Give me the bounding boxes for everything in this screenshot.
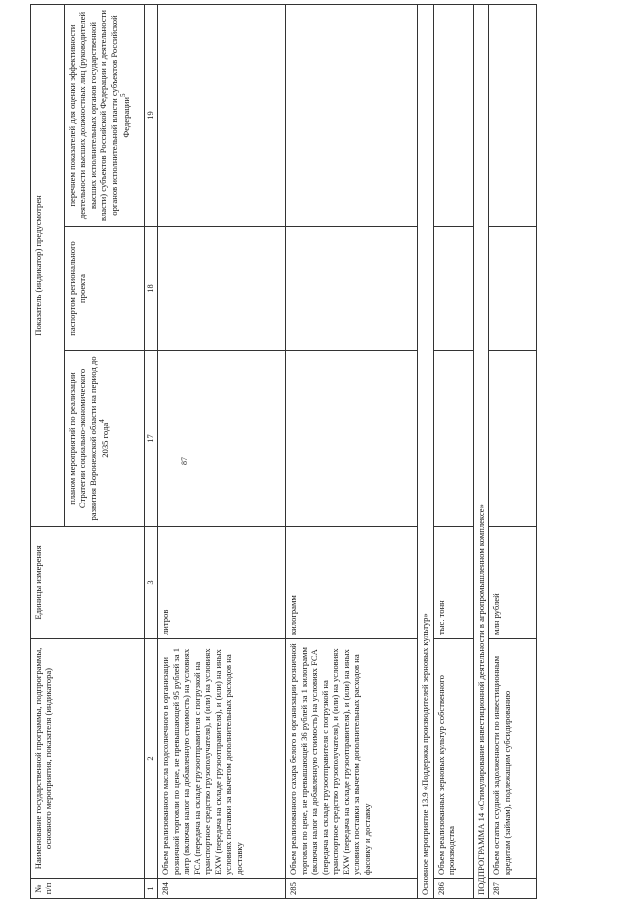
row-list-cell (433, 5, 473, 227)
section-subprogram: ПОДПРОГРАММА 14 «Стимулирование инвестиционной деятельности в агропромышленном комплексе» (473, 5, 488, 899)
row-list-cell (158, 5, 286, 227)
column-number: 19 (145, 5, 158, 227)
header-plan-text: планом мероприятий по реализации Стратегии социально-экономического развития Воронежской области на период до 2035 года (67, 356, 111, 521)
header-plan-footnote: 4 (98, 419, 107, 423)
row-number: 287 (489, 879, 537, 899)
indicators-table (30, 4, 537, 899)
table-row (489, 5, 537, 899)
row-indicator-name: Объем реализованного масла подсолнечного в организации розничной торговли по цене, не превышающей 95 рублей за 1 литр (включая налог на добавленную стоимость) на условиях FCA (передача на складе грузоотправителя с погрузкой на транспортное средство грузополучателя), и (или) на условиях EXW (передача на складе грузоотправителя), и (или) на иных условиях поставки за вычетом дополнительных расходов на доставку (158, 639, 286, 879)
row-list-cell (489, 5, 537, 227)
section-main-activity: Основное мероприятие 13.9 «Поддержка производителей зерновых культур» (418, 5, 433, 899)
header-num: № п/п (31, 879, 145, 899)
column-number: 1 (145, 879, 158, 899)
header-list-text: перечнем показателей для оценки эффективности деятельности высших должностных лиц (руководителей высших исполнительных органов государственной власти) субъектов Российской Федерации и деятельности органов исполнительной власти субъектов Российской Федерации (67, 10, 132, 221)
header-row-1 (31, 5, 65, 899)
row-project-cell (158, 227, 286, 351)
page-number: 87 (180, 457, 189, 465)
row-project-cell (286, 227, 418, 351)
column-number: 17 (145, 351, 158, 527)
row-number: 284 (158, 879, 286, 899)
row-project-cell (433, 227, 473, 351)
row-list-cell (286, 5, 418, 227)
row-unit: тыс. тонн (433, 527, 473, 639)
section-row (418, 5, 433, 899)
row-indicator-name: Объем реализованного сахара белого в организации розничной торговли по цене, не превышающей 36 рублей за 1 килограмм (включая налог на добавленную стоимость) на условиях FCA (передача на складе грузоотправителя с погрузкой на транспортное средство грузополучателя), и (или) на условиях EXW (передача на складе грузоотправителя), и (или) на иных условиях поставки за вычетом дополнительных расходов на фасовку и доставку (286, 639, 418, 879)
table-row (286, 5, 418, 899)
table-row (433, 5, 473, 899)
header-plan (65, 351, 145, 527)
header-provided: Показатель (индикатор) предусмотрен (31, 5, 65, 527)
row-unit: млн рублей (489, 527, 537, 639)
row-plan-cell (433, 351, 473, 527)
header-list (65, 5, 145, 227)
column-number: 18 (145, 227, 158, 351)
row-number: 286 (433, 879, 473, 899)
row-unit: килограмм (286, 527, 418, 639)
row-unit: литров (158, 527, 286, 639)
column-number: 2 (145, 639, 158, 879)
row-plan-cell (158, 351, 286, 527)
row-project-cell (489, 227, 537, 351)
header-list-footnote: 5 (119, 93, 128, 97)
row-indicator-name: Объем реализованных зерновых культур собственного производства (433, 639, 473, 879)
section-row (473, 5, 488, 899)
header-project: паспортом регионального проекта (65, 227, 145, 351)
header-unit: Единицы измерения (31, 527, 145, 639)
row-plan-cell (489, 351, 537, 527)
column-numbers-row (145, 5, 158, 899)
table-row (158, 5, 286, 899)
header-name: Наименование государственной программы, подпрограммы, основного мероприятия, показателя (индикатора) (31, 639, 145, 879)
row-indicator-name: Объем остатка ссудной задолженности по инвестиционным кредитам (займам), подлежащим субсидированию (489, 639, 537, 879)
row-number: 285 (286, 879, 418, 899)
row-plan-cell (286, 351, 418, 527)
column-number: 3 (145, 527, 158, 639)
